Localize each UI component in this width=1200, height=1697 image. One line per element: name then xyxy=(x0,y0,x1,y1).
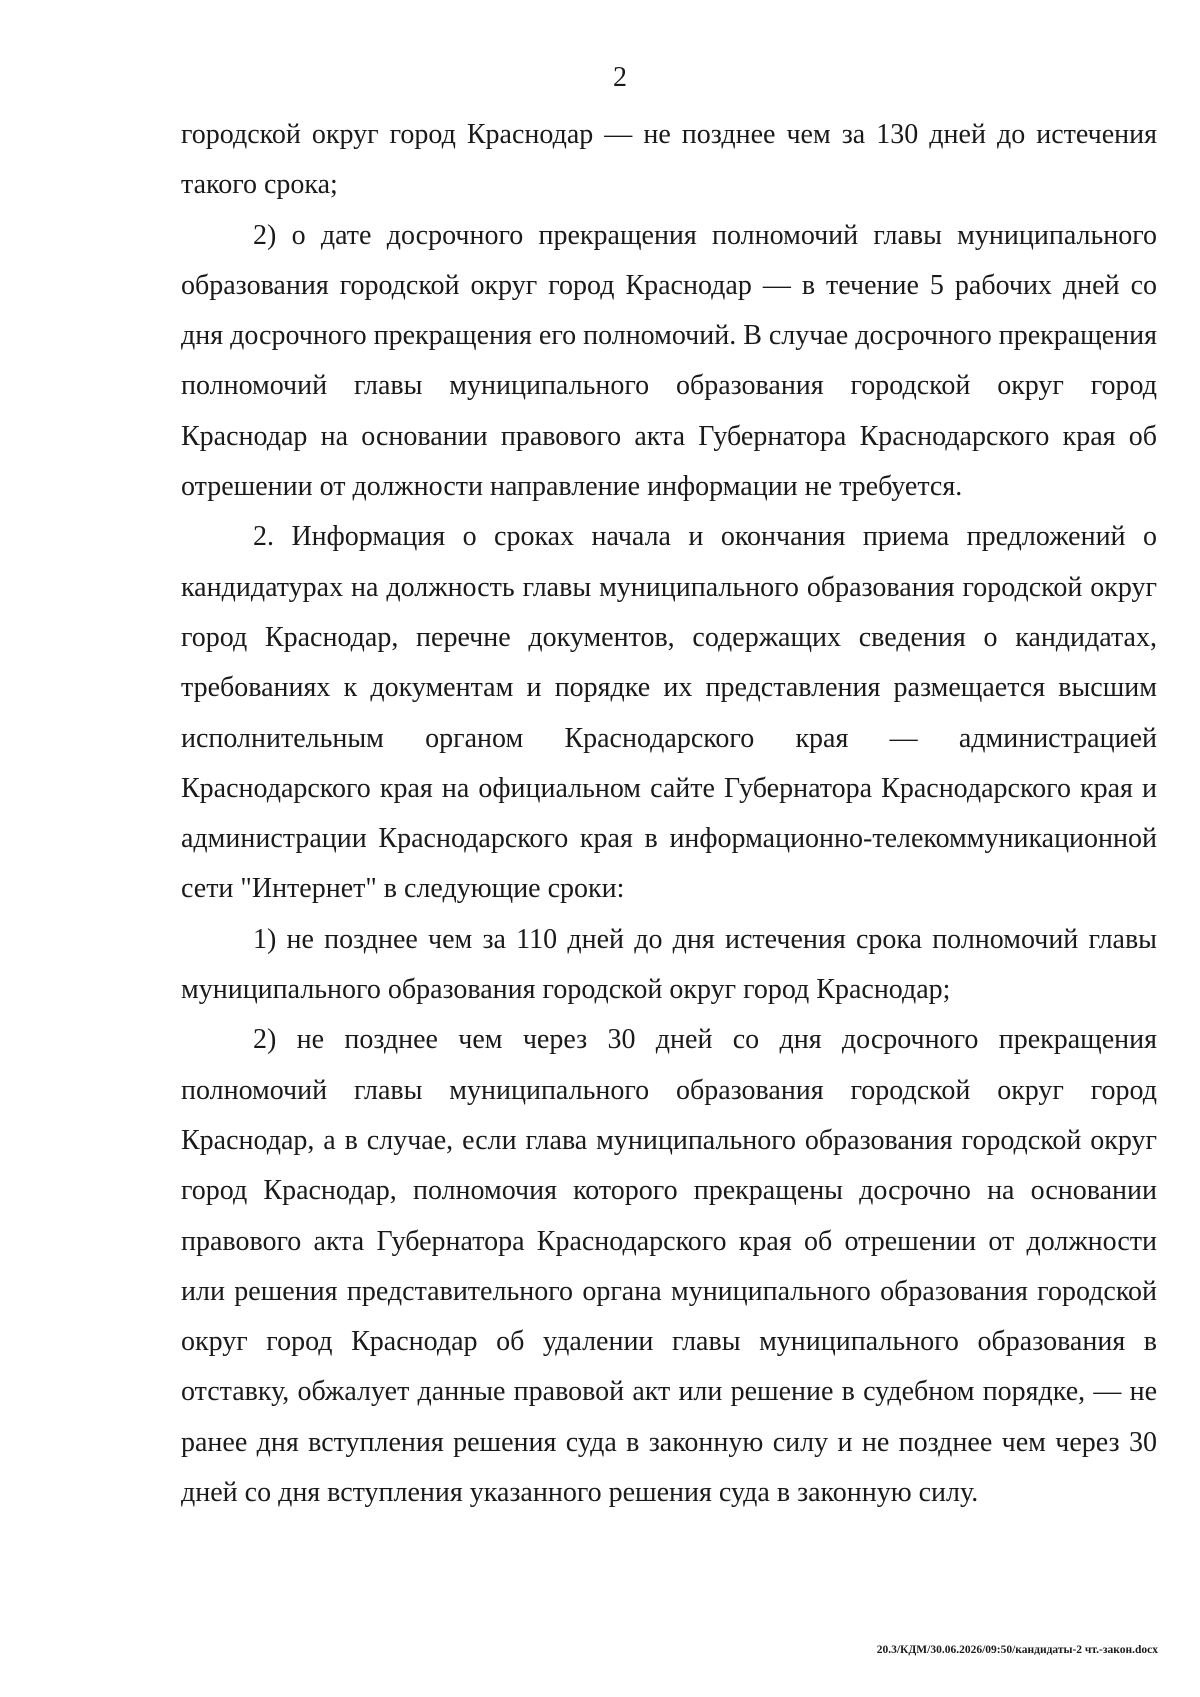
page-number: 2 xyxy=(613,62,627,93)
paragraph-item-2-deadline: 2) не позднее чем через 30 дней со дня досрочного прекращения полномочий главы муниципального образования городской округ город Краснодар, а в случае, если глава муниципального образования городской округ город Краснодар, полномочия которого прекращены досрочно на основании правового акта Губернатора Краснодарского края об отрешении от должности или решения представительного органа муниципального образования городской округ город Краснодар об удалении главы муниципального образования в отставку, обжалует данные правовой акт или решение в судебном порядке, — не ранее дня вступления решения суда в законную силу и не позднее чем через 30 дней со дня вступления указанного решения суда в законную силу. xyxy=(181,1024,1157,1509)
paragraph-continuation: городской округ город Краснодар — не позднее чем за 130 дней до истечения такого срока; xyxy=(181,119,1157,201)
paragraph-item-2-early-termination: 2) о дате досрочного прекращения полномочий главы муниципального образования городской округ город Краснодар — в течение 5 рабочих дней со дня досрочного прекращения его полномочий. В случае досрочного прекращения полномочий главы муниципального образования городской округ город Краснодар на основании правового акта Губернатора Краснодарского края об отрешении от должности направление информации не требуется. xyxy=(181,219,1157,503)
footer-file-reference: 20.3/КДМ/30.06.2026/09:50/кандидаты-2 чт.-закон.docx xyxy=(876,1644,1158,1656)
document-body xyxy=(181,110,1157,1518)
paragraph-item-1-deadline: 1) не позднее чем за 110 дней до дня истечения срока полномочий главы муниципального образования городской округ город Краснодар; xyxy=(181,923,1157,1006)
paragraph-section-2: 2. Информация о сроках начала и окончания приема предложений о кандидатурах на должность главы муниципального образования городской округ город Краснодар, перечне документов, содержащих сведения о кандидатах, требованиях к документам и порядке их представления размещается высшим исполнительным органом Краснодарского края — администрацией Краснодарского края на официальном сайте Губернатора Краснодарского края и администрации Краснодарского края в информационно-телекоммуникационной сети "Интернет" в следующие сроки: xyxy=(181,521,1157,905)
